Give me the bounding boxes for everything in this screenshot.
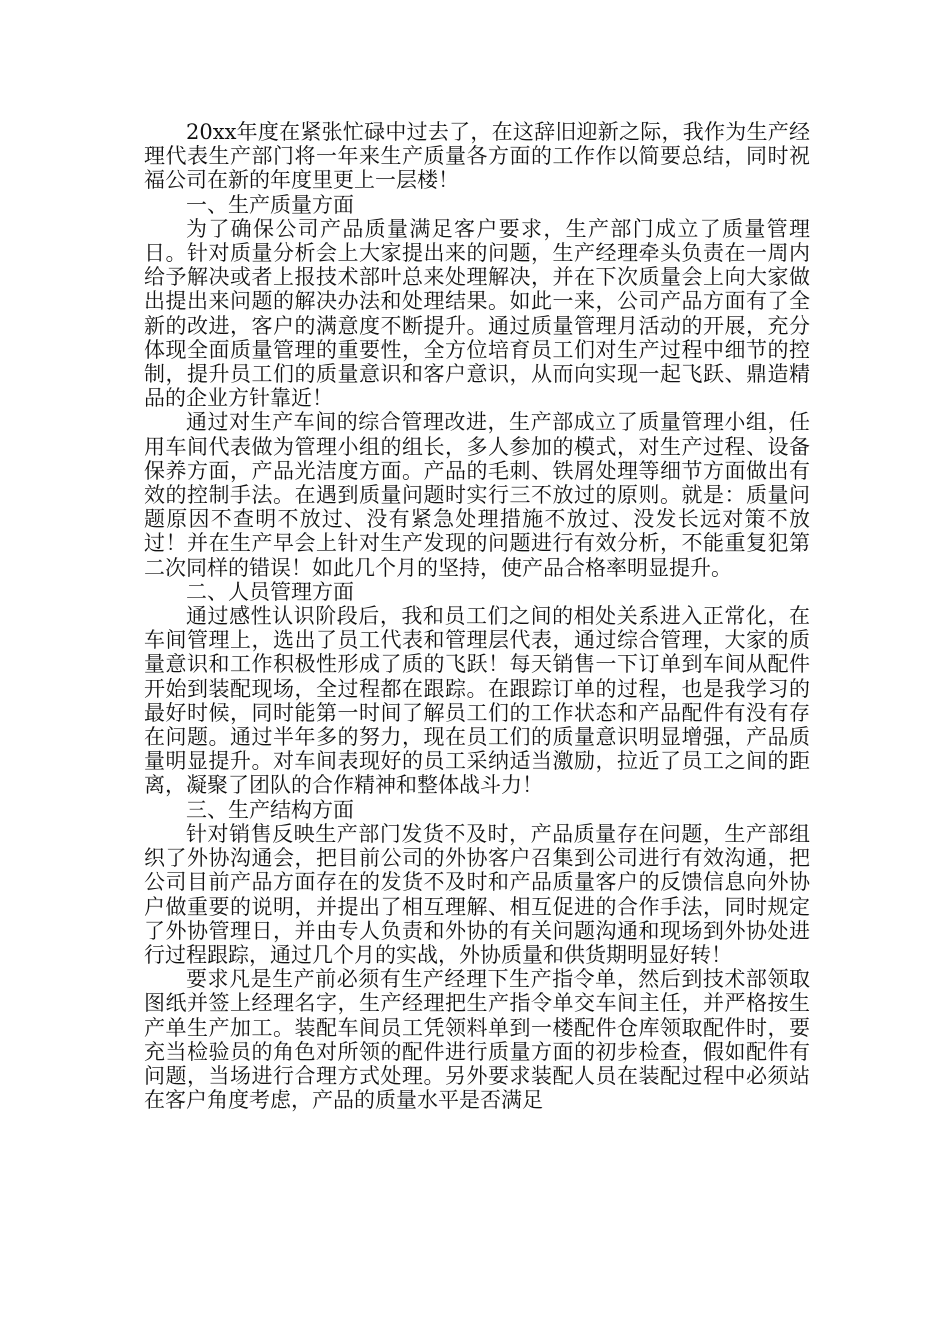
section-heading-production-quality: 一、生产质量方面 <box>186 192 354 217</box>
personnel-paragraph: 通过感性认识阶段后，我和员工们之间的相处关系进入正常化，在车间管理上，选出了员工代表和管理层代表，通过综合管理，大家的质量意识和工作积极性形成了质的飞跃！每天销售一下订单到车间从配件开始到装配现场，全过程都在跟踪。在跟踪订单的过程，也是我学习的最好时候，同时能第一时间了解员工们的工作状态和产品配件有没有存在问题。通过半年多的努力，现在员工们的质量意识明显增强，产品质量明显提升。对车间表现好的员工采纳适当激励，拉近了员工之间的距离，凝聚了团队的合作精神和整体战斗力！ <box>144 604 810 798</box>
structure-paragraph-2: 要求凡是生产前必须有生产经理下生产指令单，然后到技术部领取图纸并签上经理名字，生产经理把生产指令单交车间主任，并严格按生产单生产加工。装配车间员工凭领料单到一楼配件仓库领取配件时，要充当检验员的角色对所领的配件进行质量方面的初步检查，假如配件有问题，当场进行合理方式处理。另外要求装配人员在装配过程中必须站在客户角度考虑，产品的质量水平是否满足 <box>144 967 810 1113</box>
document-body <box>144 120 810 1112</box>
quality-paragraph-2: 通过对生产车间的综合管理改进，生产部成立了质量管理小组，任用车间代表做为管理小组的组长，多人参加的模式，对生产过程、设备保养方面，产品光洁度方面。产品的毛刺、铁屑处理等细节方面做出有效的控制手法。在遇到质量问题时实行三不放过的原则。就是：质量问题原因不查明不放过、没有紧急处理措施不放过、没发长远对策不放过！并在生产早会上针对生产发现的问题进行有效分析，不能重复犯第二次同样的错误！如此几个月的坚持，使产品合格率明显提升。 <box>144 410 810 580</box>
quality-paragraph-1: 为了确保公司产品质量满足客户要求，生产部门成立了质量管理日。针对质量分析会上大家提出来的问题，生产经理牵头负责在一周内给予解决或者上报技术部叶总来处理解决，并在下次质量会上向大家做出提出来问题的解决办法和处理结果。如此一来，公司产品方面有了全新的改进，客户的满意度不断提升。通过质量管理月活动的开展，充分体现全面质量管理的重要性，全方位培育员工们对生产过程中细节的控制，提升员工们的质量意识和客户意识，从而向实现一起飞跃、鼎造精品的企业方针靠近！ <box>144 216 810 411</box>
section-heading-personnel: 二、人员管理方面 <box>186 579 354 604</box>
section-heading-structure: 三、生产结构方面 <box>186 797 354 822</box>
intro-paragraph: 20xx年度在紧张忙碌中过去了，在这辞旧迎新之际，我作为生产经理代表生产部门将一年来生产质量各方面的工作作以简要总结，同时祝福公司在新的年度里更上一层楼！ <box>144 120 810 193</box>
structure-paragraph-1: 针对销售反映生产部门发货不及时，产品质量存在问题，生产部组织了外协沟通会，把目前公司的外协客户召集到公司进行有效沟通，把公司目前产品方面存在的发货不及时和产品质量客户的反馈信息向外协户做重要的说明，并提出了相互理解、相互促进的合作手法，同时规定了外协管理日，并由专人负责和外协的有关问题沟通和现场到外协处进行过程跟踪，通过几个月的实战，外协质量和供货期明显好转！ <box>144 821 810 967</box>
